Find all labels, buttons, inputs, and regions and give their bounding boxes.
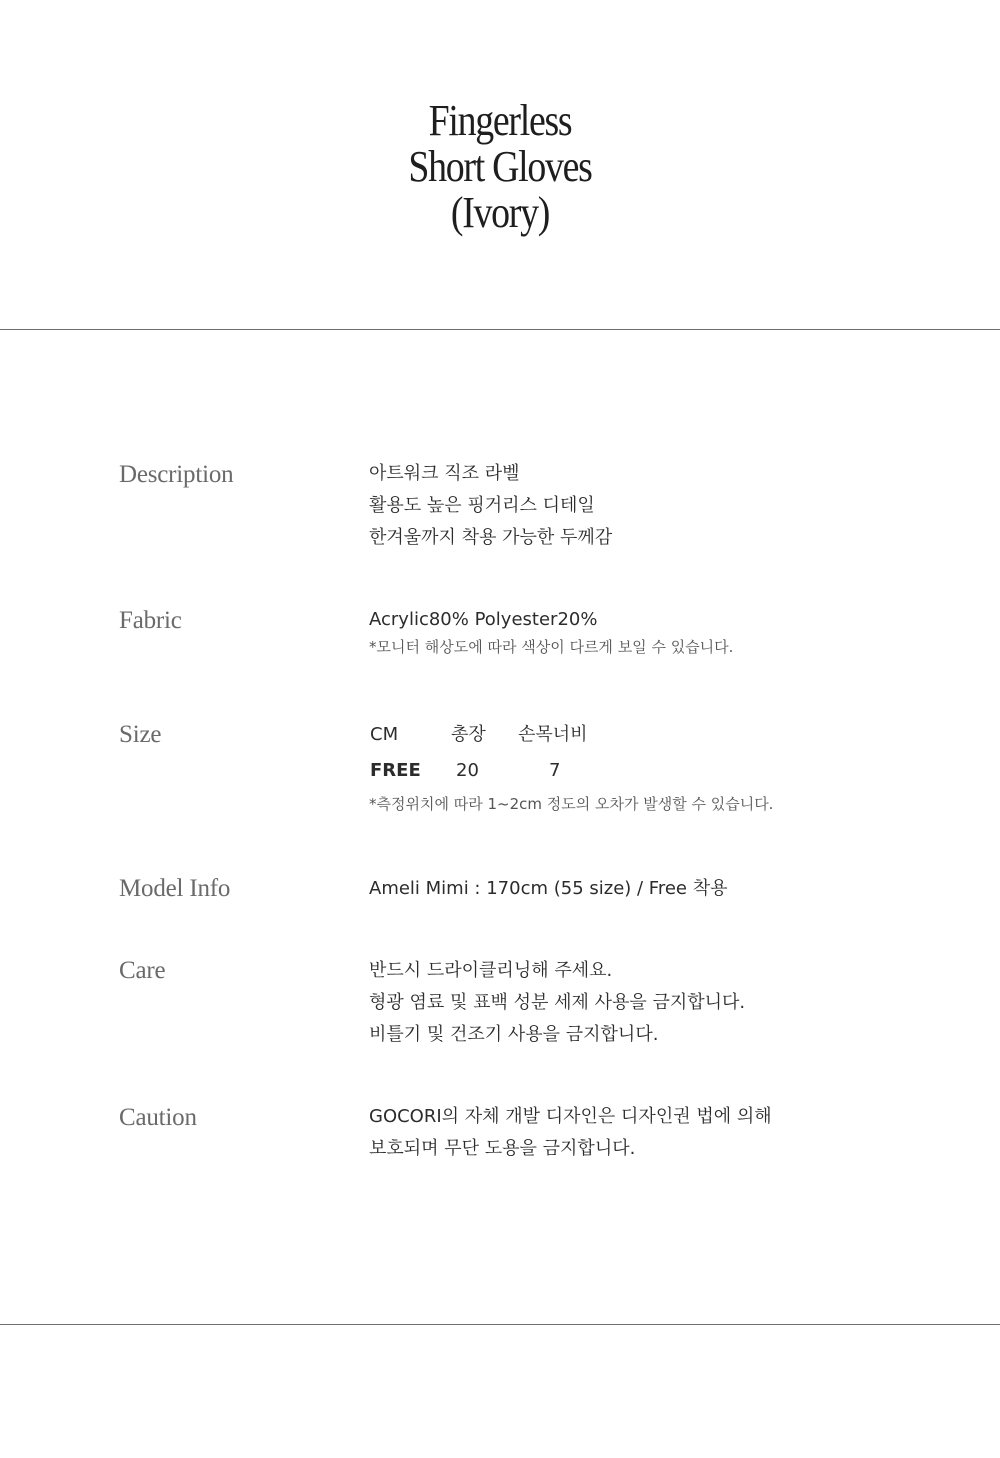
description-line-2: 활용도 높은 핑거리스 디테일 <box>369 495 595 516</box>
model-info-label: Model Info <box>119 875 231 902</box>
care-label: Care <box>119 957 166 984</box>
model-info-body <box>369 873 969 905</box>
top-divider <box>0 329 1000 330</box>
bottom-divider <box>0 1324 1000 1325</box>
size-label: Size <box>119 721 162 748</box>
product-title-line-3: (Ivory) <box>450 188 550 237</box>
caution-label: Caution <box>119 1104 197 1131</box>
size-table-row <box>369 753 969 789</box>
caution-line-2: 보호되며 무단 도용을 금지합니다. <box>369 1138 636 1159</box>
description-line-3: 한겨울까지 착용 가능한 두께감 <box>369 527 613 548</box>
size-header-unit: CM <box>370 724 399 745</box>
caution-line-1: GOCORI의 자체 개발 디자인은 디자인권 법에 의해 <box>369 1106 772 1127</box>
fabric-label: Fabric <box>119 607 182 634</box>
fabric-note: *모니터 해상도에 따라 색상이 다르게 보일 수 있습니다. <box>369 638 734 656</box>
care-body <box>369 955 969 1051</box>
size-row-size: FREE <box>370 760 421 781</box>
fabric-body <box>369 604 969 658</box>
care-line-2: 형광 염료 및 표백 성분 세제 사용을 금지합니다. <box>369 992 746 1013</box>
product-title <box>0 98 1000 236</box>
size-table-header <box>369 717 969 753</box>
caution-body <box>369 1101 969 1165</box>
size-header-length: 총장 <box>451 724 486 745</box>
description-line-1: 아트워크 직조 라벨 <box>369 463 520 484</box>
size-table <box>369 717 969 815</box>
size-row-wrist: 7 <box>549 760 561 781</box>
model-info-text: Ameli Mimi : 170cm (55 size) / Free 착용 <box>369 878 728 899</box>
product-title-line-1: Fingerless <box>428 96 572 145</box>
fabric-composition: Acrylic80% Polyester20% <box>369 609 598 630</box>
size-row-length: 20 <box>456 760 479 781</box>
size-header-wrist: 손목너비 <box>518 724 588 745</box>
care-line-1: 반드시 드라이클리닝해 주세요. <box>369 960 613 981</box>
product-title-line-2: Short Gloves <box>408 142 592 191</box>
description-label: Description <box>119 461 234 488</box>
care-line-3: 비틀기 및 건조기 사용을 금지합니다. <box>369 1024 659 1045</box>
size-note: *측정위치에 따라 1~2cm 정도의 오차가 발생할 수 있습니다. <box>369 795 774 813</box>
description-body <box>369 458 969 554</box>
